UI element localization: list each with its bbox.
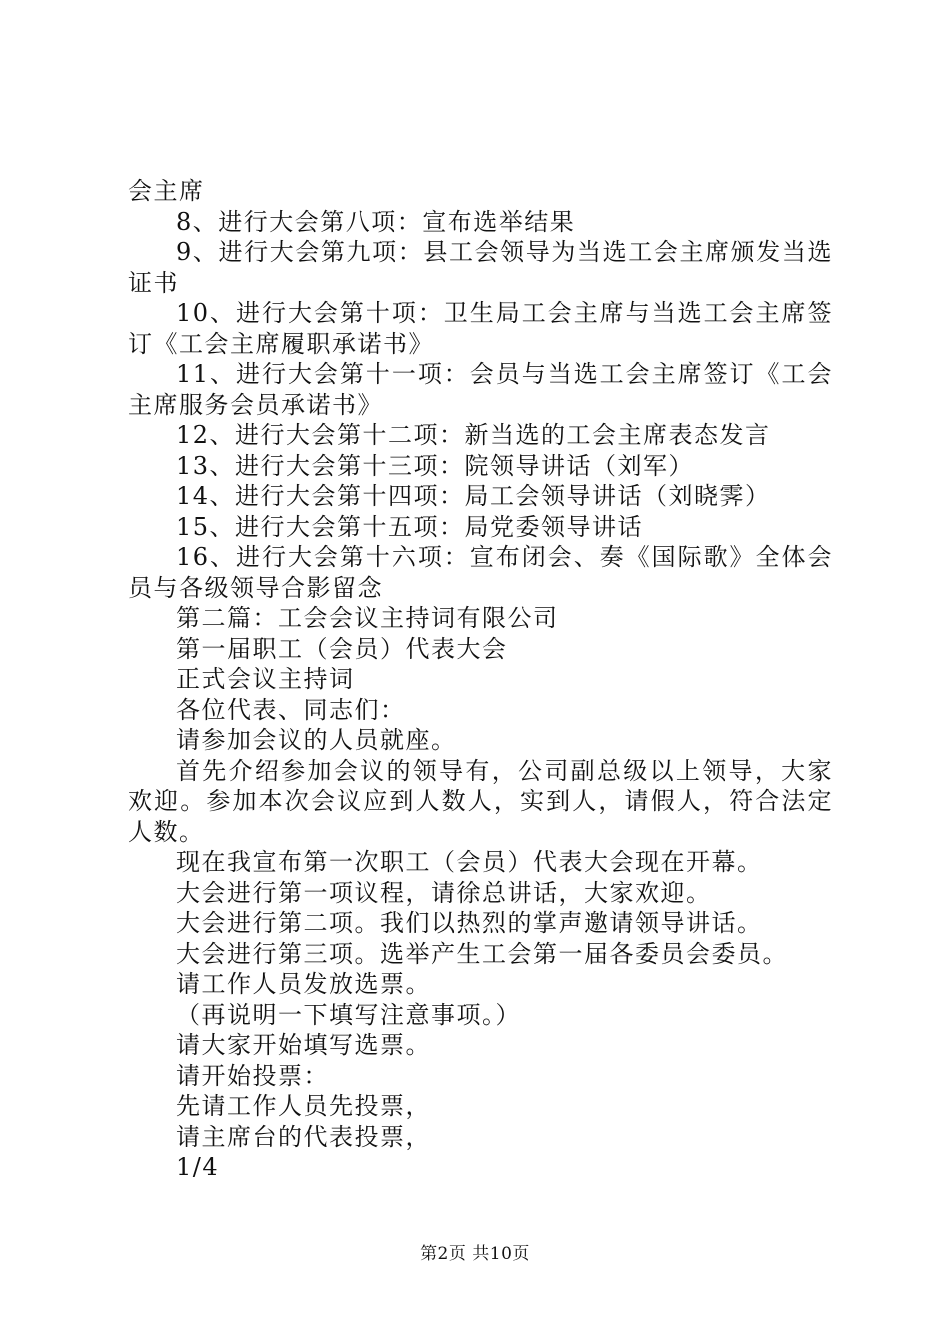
paragraph: 大会进行第二项。我们以热烈的掌声邀请领导讲话。	[176, 909, 763, 937]
paragraph: 14、进行大会第十四项：局工会领导讲话（刘晓霁）	[176, 482, 771, 510]
document-body	[128, 176, 833, 1183]
paragraph: 第二篇：工会会议主持词有限公司	[176, 604, 559, 632]
paragraph: 1/4	[176, 1153, 220, 1181]
paragraph: 先请工作人员先投票，	[176, 1092, 431, 1120]
paragraph: 12、进行大会第十二项：新当选的工会主席表态发言	[176, 421, 771, 449]
paragraph: 8、进行大会第八项：宣布选举结果	[176, 207, 576, 236]
paragraph: 请参加会议的人员就座。	[176, 726, 457, 754]
paragraph: 现在我宣布第一次职工（会员）代表大会现在开幕。	[176, 848, 763, 876]
paragraph: 正式会议主持词	[176, 665, 355, 693]
paragraph: 13、进行大会第十三项：院领导讲话（刘军）	[176, 451, 695, 480]
paragraph: 15、进行大会第十五项：局党委领导讲话	[176, 512, 644, 541]
paragraph: 9、进行大会第九项：县工会领导为当选工会主席颁发当选证书	[128, 238, 833, 297]
paragraph: 大会进行第一项议程，请徐总讲话，大家欢迎。	[176, 878, 712, 907]
page-indicator: 第2页 共10页	[420, 1244, 530, 1264]
paragraph: 会主席	[128, 177, 205, 205]
paragraph: 16、进行大会第十六项：宣布闭会、奏《国际歌》全体会员与各级领导合影留念	[128, 543, 833, 602]
paragraph: 第一届职工（会员）代表大会	[176, 634, 508, 663]
paragraph: 请大家开始填写选票。	[176, 1031, 431, 1059]
paragraph: 请工作人员发放选票。	[176, 970, 431, 998]
paragraph: 11、进行大会第十一项：会员与当选工会主席签订《工会主席服务会员承诺书》	[128, 360, 833, 419]
paragraph: 各位代表、同志们：	[176, 695, 406, 724]
paragraph: 请开始投票：	[176, 1061, 329, 1090]
paragraph: 10、进行大会第十项：卫生局工会主席与当选工会主席签订《工会主席履职承诺书》	[128, 299, 833, 358]
paragraph: 请主席台的代表投票，	[176, 1122, 431, 1151]
paragraph: 大会进行第三项。选举产生工会第一届各委员会委员。	[176, 939, 788, 968]
paragraph: 首先介绍参加会议的领导有，公司副总级以上领导，大家欢迎。参加本次会议应到人数人，实到人，请假人，符合法定人数。	[128, 756, 833, 846]
page-footer	[0, 1243, 950, 1265]
paragraph: （再说明一下填写注意事项。）	[176, 1000, 521, 1029]
